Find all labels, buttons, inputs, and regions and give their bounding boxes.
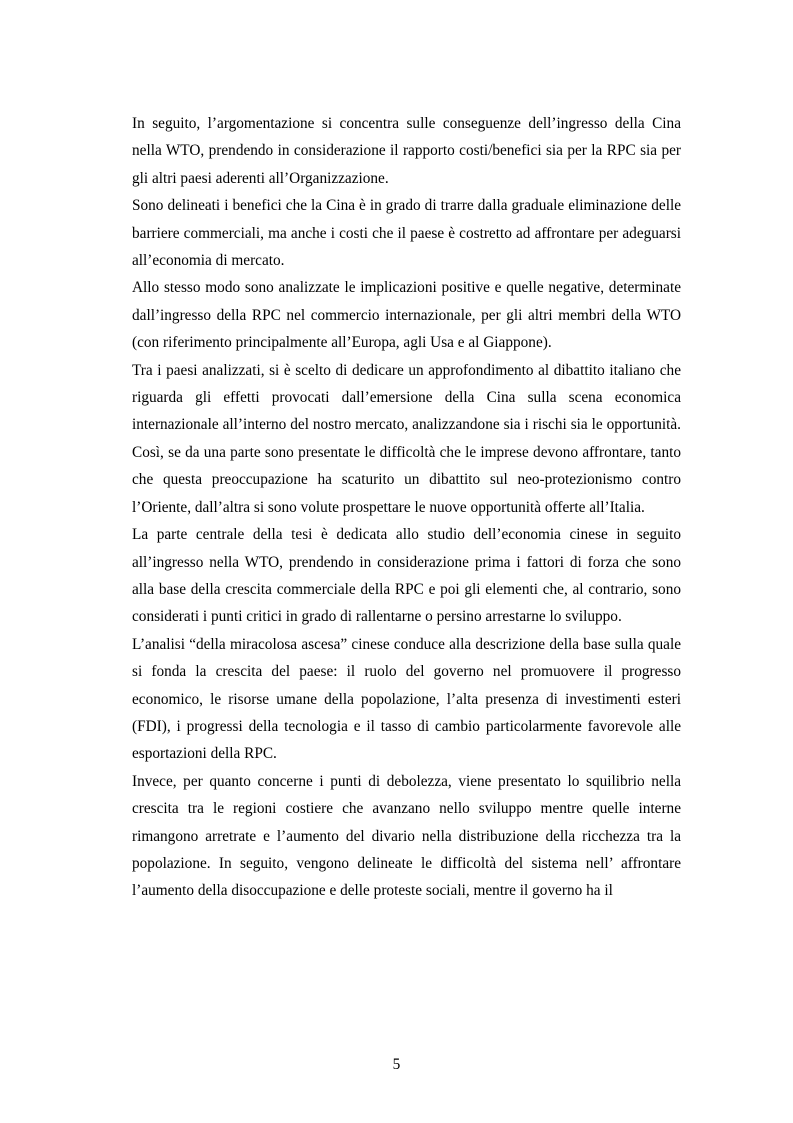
paragraph-central-part: La parte centrale della tesi è dedicata allo studio dell’economia cinese in seguito all’ingresso nella WTO, prendendo in considerazione prima i fattori di forza che sono alla base della crescita commerciale della RPC e poi gli elementi che, al contrario, sono considerati i punti critici in grado di rallentarne o persino arrestarne lo sviluppo. bbox=[132, 526, 681, 626]
paragraph-implications: Allo stesso modo sono analizzate le implicazioni positive e quelle negative, determinate dall’ingresso della RPC nel commercio internazionale, per gli altri membri della WTO (con riferimento principalmente all’Europa, agli Usa e al Giappone). bbox=[132, 279, 681, 352]
paragraph-wto-consequences: In seguito, l’argomentazione si concentra sulle conseguenze dell’ingresso della Cina nella WTO, prendendo in considerazione il rapporto costi/benefici sia per la RPC sia per gli altri paesi aderenti all’Organizzazione. bbox=[132, 115, 681, 187]
paragraph-weaknesses: Invece, per quanto concerne i punti di debolezza, viene presentato lo squilibrio nella crescita tra le regioni costiere che avanzano nello sviluppo mentre quelle interne rimangono arretrate e l’aumento del divario nella distribuzione della ricchezza tra la popolazione. In seguito, vengono delineate le difficoltà del sistema nell’ affrontare l’aumento della disoccupazione e delle proteste sociali, mentre il governo ha il bbox=[132, 772, 681, 900]
page-body bbox=[132, 110, 681, 905]
page-number: 5 bbox=[392, 1056, 401, 1073]
paragraph-italian-debate: Tra i paesi analizzati, si è scelto di dedicare un approfondimento al dibattito italiano che riguarda gli effetti provocati dall’emersione della Cina sulla scena economica internazionale all’interno del nostro mercato, analizzandone sia i rischi sia le opportunità. Così, se da una parte sono presentate le difficoltà che le imprese devono affrontare, tanto che questa preoccupazione ha scaturito un dibattito sul neo-protezionismo contro l’Oriente, dall’altra si sono volute prospettare le nuove opportunità offerte all’Italia. bbox=[132, 361, 681, 516]
paragraph-benefits-costs: Sono delineati i benefici che la Cina è in grado di trarre dalla graduale eliminazione delle barriere commerciali, ma anche i costi che il paese è costretto ad affrontare per adeguarsi all’economia di mercato. bbox=[132, 197, 681, 270]
paragraph-strengths: L’analisi “della miracolosa ascesa” cinese conduce alla descrizione della base sulla quale si fonda la crescita del paese: il ruolo del governo nel promuovere il progresso economico, le risorse umane della popolazione, l’alta presenza di investimenti esteri (FDI), i progressi della tecnologia e il tasso di cambio particolarmente favorevole alle esportazioni della RPC. bbox=[132, 635, 681, 763]
